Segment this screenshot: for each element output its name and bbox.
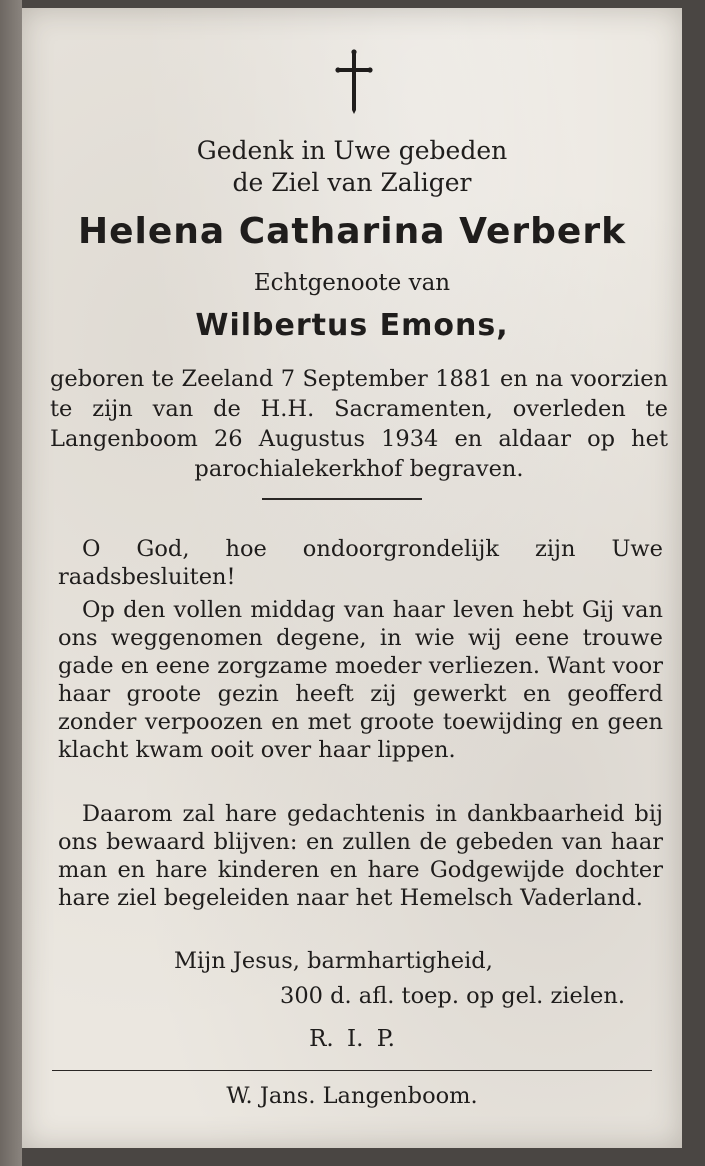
body-paragraph-1: O God, hoe ondoorgrondelijk zijn Uwe raadsbesluiten! [58, 536, 663, 590]
latin-cross-icon [332, 48, 376, 118]
remembrance-line-1: Gedenk in Uwe gebeden [196, 136, 508, 165]
scan-left-edge [0, 0, 22, 1166]
biography-text: geboren te Zeeland 7 September 1881 en na voorzien te zijn van de H.H. Sacramenten, overleden te Langenboom 26 Augustus 1934 en aldaar op het parochialekerkhof begraven. [50, 366, 668, 482]
footer-divider-line [52, 1070, 652, 1071]
deceased-name: Helena Catharina Verberk [77, 211, 627, 252]
printer-credit: W. Jans. Langenboom. [226, 1083, 478, 1109]
relation-label: Echtgenoote van [253, 270, 451, 296]
prayer-line-2: 300 d. afl. toep. op gel. zielen. [280, 983, 625, 1009]
body-paragraph-2: Op den vollen middag van haar leven hebt Gij van ons weggenomen degene, in wie wij eene trouwe gade en eene zorgzame moeder verliezen. Want voor haar groote gezin heeft zij gewerkt en geofferd zonder verpoozen en met groote toewijding en geen klacht kwam ooit over haar lippen. [58, 597, 663, 763]
spouse-name: Wilbertus Emons, [195, 308, 509, 343]
prayer-line-1: Mijn Jesus, barmhartigheid, [174, 948, 493, 974]
rip-text: R. I. P. [309, 1026, 395, 1052]
body-paragraph-3: Daarom zal hare gedachtenis in dankbaarheid bij ons bewaard blijven: en zullen de gebeden van haar man en hare kinderen en hare Godgewijde dochter hare ziel begeleiden naar het Hemelsch Vaderland. [58, 801, 663, 911]
divider-line [262, 498, 422, 500]
remembrance-line-2: de Ziel van Zaliger [232, 168, 472, 197]
memorial-card [22, 8, 682, 1148]
